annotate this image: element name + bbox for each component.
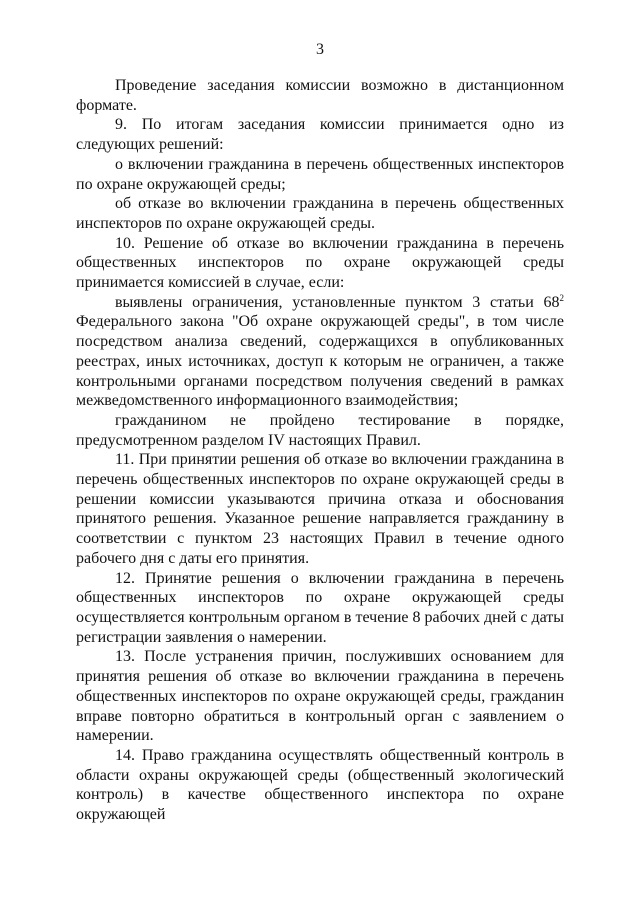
paragraph-testing: гражданином не пройдено тестирование в порядке, предусмотренном разделом IV настоящих Правил.: [76, 411, 564, 449]
paragraph-remote-meeting: Проведение заседания комиссии возможно в дистанционном формате.: [76, 77, 564, 114]
restrictions-text-start: выявлены ограничения, установленные пунктом 3 статьи 68: [115, 293, 560, 311]
paragraph-item-12: 12. Принятие решения о включении гражданина в перечень общественных инспекторов по охране окружающей среды осуществляется контрольным органом в течение 8 рабочих дней с даты регистрации заявления о намерении.: [76, 569, 565, 646]
page-number: 3: [316, 41, 324, 58]
paragraph-item-14: 14. Право гражданина осуществлять общественный контроль в области охраны окружающей среды (общественный экологический контроль) в качестве общественного инспектора по охране окружающей: [76, 746, 564, 824]
paragraph-decision-refuse: об отказе во включении гражданина в перечень общественных инспекторов по охране окружающей среды.: [76, 195, 564, 232]
paragraph-item-11: 11. При принятии решения об отказе во включении гражданина в перечень общественных инспекторов по охране окружающей среды в решении комиссии указываются причина отказа и обоснования принятого решения. Указанное решение направляется гражданину в соответствии с пунктом 23 настоящих Правил в течение одного рабочего дня с даты его принятия.: [76, 451, 564, 567]
restrictions-text-end: Федерального закона "Об охране окружающей среды", в том числе посредством анализа сведений, содержащихся в опубликованных реестрах, иных источниках, доступ к которым не ограничен, а также контрольными органами посредством получения сведений в рамках межведомственного информационного взаимодействия;: [76, 313, 564, 410]
paragraph-decision-include: о включении гражданина в перечень общественных инспекторов по охране окружающей среды;: [76, 155, 564, 193]
article-superscript: 2: [559, 292, 564, 303]
document-body: [76, 76, 564, 825]
paragraph-item-13: 13. После устранения причин, послуживших основанием для принятия решения об отказе во включении гражданина в перечень общественных инспекторов по охране окружающей среды, гражданин вправе повторно обратиться в контрольный орган с заявлением о намерении.: [76, 648, 564, 745]
paragraph-item-9: 9. По итогам заседания комиссии принимается одно из следующих решений:: [76, 116, 564, 154]
paragraph-restrictions: [76, 293, 564, 411]
paragraph-item-10: 10. Решение об отказе во включении гражданина в перечень общественных инспекторов по охране окружающей среды принимается комиссией в случае, если:: [76, 234, 564, 292]
